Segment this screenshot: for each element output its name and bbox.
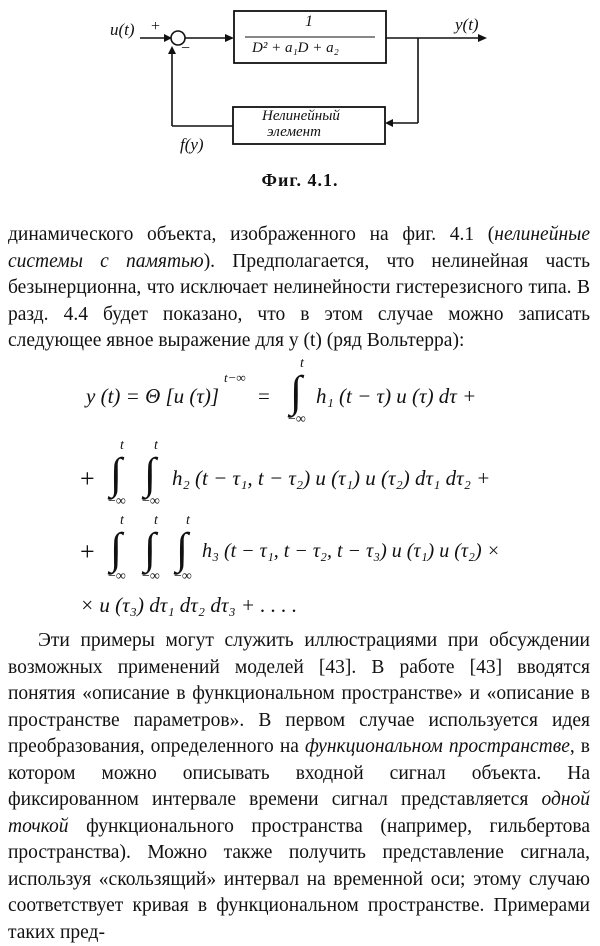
integral-2a: ∫ t −∞: [108, 438, 126, 509]
integral-3c: ∫ t −∞: [174, 513, 192, 584]
figure-caption: Фиг. 4.1.: [261, 170, 339, 190]
tf-denominator: D² + a₁D + a₂: [252, 40, 339, 56]
eq-line3-right: h₃ (t − τ₁, t − τ₂, t − τ₃) u (τ₁) u (τ₂) ×: [202, 540, 501, 562]
equation-line1-left: [86, 384, 219, 409]
eq-line1-limits: t−∞: [224, 370, 246, 385]
paragraph-2-italic2: одной точкой: [8, 789, 590, 837]
eq-line2-lead: +: [80, 464, 95, 493]
minus-sign: −: [181, 40, 191, 57]
tf-numerator: 1: [305, 13, 313, 30]
feedback-label: f(y): [180, 135, 204, 154]
eq-line1-equals: =: [258, 384, 270, 408]
paragraph-2-part2: , в котором можно описывать входной сигнал объекта. На фиксированном интервале времени сигнал представляется: [8, 736, 590, 810]
paragraph-1-italic: нелинейные системы с памятью: [8, 224, 590, 272]
eq-line3-lead: +: [80, 537, 95, 566]
integral-3a: ∫ t −∞: [108, 513, 126, 584]
plus-sign: +: [151, 18, 161, 35]
output-label: y(t): [455, 15, 479, 34]
paragraph-1-part2: ). Предполагается, что нелинейная часть безынерционна, что исключает нелинейности гистерезисного типа. В разд. 4.4 будет показано, что в этом случае можно записать следующее явное выражение для y (t) (ряд Вольтерра):: [8, 250, 590, 351]
integral-1-lower: −∞: [288, 412, 306, 427]
integral-2b: ∫ t −∞: [142, 438, 160, 509]
block-diagram-lines: [0, 0, 600, 170]
integral-1-upper: t: [300, 356, 304, 371]
paragraph-1-part1: динамического объекта, изображенного на фиг. 4.1 (: [8, 224, 495, 245]
integral-3b: ∫ t −∞: [142, 513, 160, 584]
nonlinear-block-line1: Нелинейный: [262, 108, 340, 124]
input-label: u(t): [110, 20, 135, 39]
eq-line2-right: h₂ (t − τ₁, t − τ₂) u (τ₁) u (τ₂) dτ₁ dτ₂ +: [172, 466, 491, 490]
eq-line4: × u (τ₃) dτ₁ dτ₂ dτ₃ + . . . .: [80, 593, 298, 617]
integral-1: ∫ t −∞: [288, 356, 306, 427]
eq-line1-right: h₁ (t − τ) u (τ) dτ +: [316, 384, 477, 408]
eq-line1-left-text: y (t) = Θ [u (τ)]: [86, 384, 220, 408]
paragraph-2: [8, 628, 590, 946]
paragraph-1: [8, 222, 590, 355]
paragraph-2-italic1: функциональном пространстве: [304, 736, 570, 757]
nonlinear-block-line2: элемент: [267, 124, 321, 140]
paragraph-2-part3: функционального пространства (например, гильбертова пространства). Можно также получить представление сигнала, используя «скользящий» интервал на временной оси; этому случаю соответствует кривая в функциональном пространстве. Примерами таких пред-: [8, 815, 590, 943]
paragraph-2-part1: Эти примеры могут служить иллюстрациями при обсуждении возможных применений моделей [43]. В работе [43] вводятся понятия «описание в функциональном пространстве» и «описание в пространстве параметров». В первом случае используется идея преобразования, определенного на: [8, 630, 590, 757]
